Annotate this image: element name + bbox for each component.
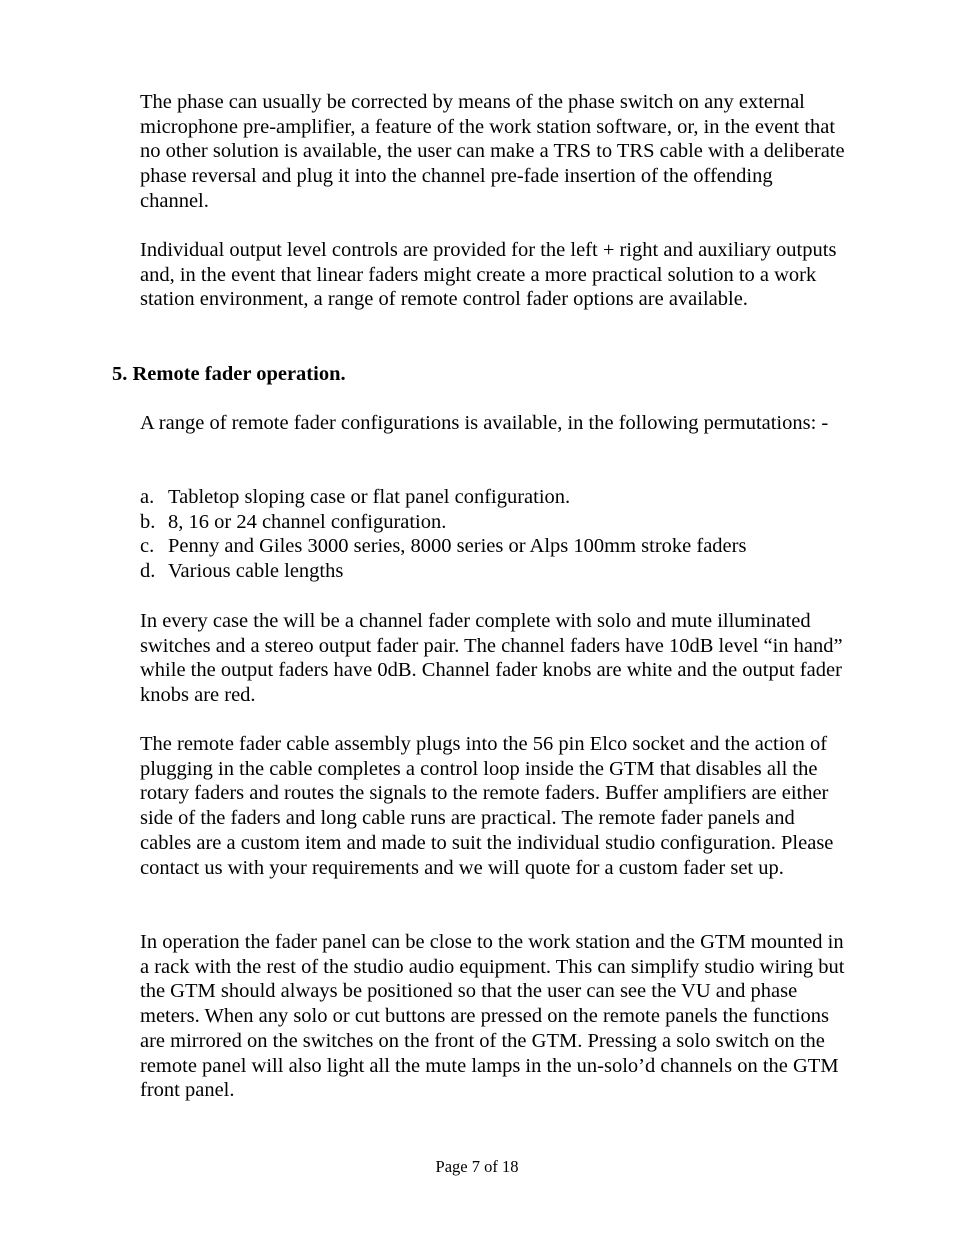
page-number: Page 7 of 18 (435, 1157, 519, 1176)
list-item (140, 534, 845, 559)
list-item (140, 559, 845, 584)
list-item-text: Penny and Giles 3000 series, 8000 series or Alps 100mm stroke faders (168, 535, 747, 558)
paragraph-operation: In operation the fader panel can be close to the work station and the GTM mounted in a rack with the rest of the studio audio equipment. This can simplify studio wiring but the GTM should always be positioned so that the user can see the VU and phase meters. When any solo or cut buttons are pressed on the remote panels the functions are mirrored on the switches on the front of the GTM. Pressing a solo switch on the remote panel will also light all the mute lamps in the un-solo’d channels on the GTM front panel. (140, 931, 845, 1102)
paragraph-cable-assembly: The remote fader cable assembly plugs into the 56 pin Elco socket and the action of plugging in the cable completes a control loop inside the GTM that disables all the rotary faders and routes the signals to the remote faders. Buffer amplifiers are either side of the faders and long cable runs are practical. The remote fader panels and cables are a custom item and made to suit the individual studio configuration. Please contact us with your requirements and we will quote for a custom fader set up. (140, 733, 834, 879)
paragraph-range-intro: A range of remote fader configurations is available, in the following permutations: - (140, 412, 829, 434)
list-item-text: 8, 16 or 24 channel configuration. (168, 510, 447, 533)
paragraph-phase-correction: The phase can usually be corrected by means of the phase switch on any external microphone pre-amplifier, a feature of the work station software, or, in the event that no other solution is available, the user can make a TRS to TRS cable with a deliberate phase reversal and plug it into the channel pre-fade insertion of the offending channel. (140, 91, 845, 212)
list-marker: c. (140, 535, 155, 558)
list-marker: a. (140, 486, 155, 508)
list-marker: d. (140, 560, 156, 583)
list-item (140, 485, 845, 510)
list-marker: b. (140, 510, 156, 533)
paragraph-every-case: In every case the will be a channel fader complete with solo and mute illuminated switches and a stereo output fader pair. The channel faders have 10dB level “in hand” while the output faders have 0dB. Channel fader knobs are white and the output fader knobs are red. (140, 610, 843, 707)
list-item (140, 510, 845, 535)
permutation-list (140, 485, 845, 584)
section-heading: 5. Remote fader operation. (112, 363, 346, 385)
paragraph-output-levels: Individual output level controls are provided for the left + right and auxiliary outputs and, in the event that linear faders might create a more practical solution to a work station environment, a range of remote control fader options are available. (140, 239, 837, 311)
list-item-text: Tabletop sloping case or flat panel configuration. (168, 486, 571, 508)
list-item-text: Various cable lengths (168, 560, 344, 583)
